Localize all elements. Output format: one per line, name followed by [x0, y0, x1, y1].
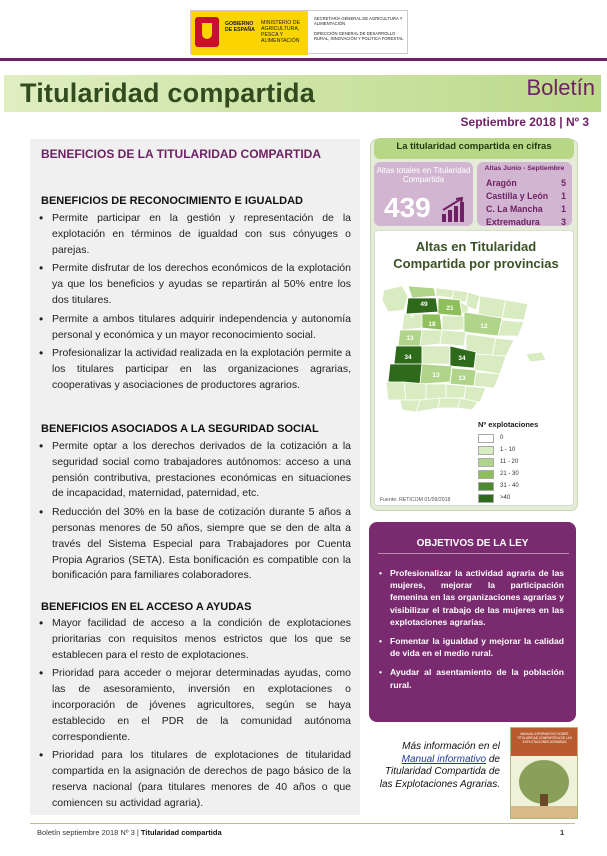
junio-row [486, 204, 566, 214]
section-heading-seguridad-social: BENEFICIOS ASOCIADOS A LA SEGURIDAD SOCIAL [41, 423, 319, 435]
junio-region: Castilla y León [486, 191, 549, 201]
province-asturias [408, 286, 436, 298]
junio-region: C. La Mancha [486, 204, 543, 214]
legend-row [478, 446, 558, 456]
secretaria-text [314, 16, 406, 41]
more-info [372, 741, 500, 791]
page-title: Titularidad compartida [20, 78, 315, 108]
province-valencia [474, 354, 506, 374]
province-huelva [386, 382, 406, 400]
province-jaen [446, 384, 466, 398]
legend-swatch [478, 434, 494, 443]
map-label: 13 [432, 372, 440, 379]
province-soria [442, 316, 464, 330]
list-item: • Profesionalizar la actividad agraria de las mujeres, mejorar la participación femenina en las organizaciones agrarias y visibilizar el trabajo de las mujeres en las explotaciones agrarias. [378, 567, 564, 628]
ministerio-text: MINISTERIO DE AGRICULTURA, PESCA Y ALIMENTACIÓN [261, 20, 300, 44]
province-castellon [492, 338, 514, 356]
map-title [382, 238, 570, 272]
issue-date: Septiembre 2018 | Nº 3 [460, 115, 589, 129]
legend-swatch [478, 470, 494, 479]
more-info-prefix: Más información en el [402, 741, 500, 752]
page-number: 1 [560, 828, 565, 837]
junio-count: 1 [561, 191, 566, 201]
legend-row [478, 494, 558, 504]
footer-rule [30, 823, 575, 824]
legend-label: 1 - 10 [500, 447, 516, 453]
objetivos-list [378, 567, 564, 698]
boletin-label: Boletín [526, 75, 595, 100]
map-label: 34 [458, 355, 466, 362]
map-source: Fuente: RETICOM 01/09/2018 [380, 497, 451, 503]
junio-row [486, 217, 566, 227]
ground [511, 806, 577, 818]
list-item: • Prioridad para los titulares de explotaciones de titularidad compartida en la asignación de derechos de pago básico de la reserva nacional (para titulares menores de 40 años o que comiencen su actividad agraria). [37, 748, 351, 811]
legend-row [478, 482, 558, 492]
footer-text [37, 828, 222, 837]
list-item: • Permite disfrutar de los derechos económicos de la explotación ya que los beneficios y ayudas se repartirán al 50% entre los dos titulares. [37, 261, 351, 308]
province-tarragona [498, 320, 524, 336]
bar-trend-icon [441, 197, 467, 223]
list-item: • Prioridad para acceder o mejorar determinadas ayudas, como las de asesoramiento, inversión en explotaciones o incorporación de jóvenes agricultores, según se haya establecido en el PDR de la comunidad autónoma correspondiente. [37, 666, 351, 745]
province-baleares [526, 352, 546, 362]
junio-count: 3 [561, 217, 566, 227]
header-rule [0, 58, 607, 61]
legend-row [478, 434, 558, 444]
section-list-igualdad [37, 211, 351, 397]
junio-count: 1 [561, 204, 566, 214]
gobierno-text: GOBIERNO DE ESPAÑA [225, 21, 255, 33]
cifras-title: La titularidad compartida en cifras [396, 141, 552, 152]
junio-region: Extremadura [486, 217, 540, 227]
manual-cover-text: MANUAL INFORMATIVO SOBRE TITULARIDAD COMPARTIDA DE LAS EXPLOTACIONES AGRARIAS [517, 732, 572, 744]
province-galicia [382, 286, 408, 312]
province-toledo [422, 346, 450, 364]
manual-cover-image[interactable] [510, 727, 578, 819]
province-malaga [416, 398, 440, 412]
junio-region: Aragón [486, 178, 517, 188]
list-item: • Profesionalizar la actividad realizada en la explotación permite a los titulares participar en las organizaciones agrarias, cooperativas y asociaciones de productores agrarios. [37, 346, 351, 393]
map-label: 12 [480, 323, 488, 330]
spain-crest-icon [195, 17, 219, 47]
province-alicante [474, 372, 500, 388]
map-label: 13 [406, 335, 414, 342]
legend-row [478, 470, 558, 480]
list-item: • Reducción del 30% en la base de cotización durante 5 años a personas menores de 50 años, siempre que se den de alta a través del Sistema Especial para Trabajadores por Cuenta Propia Agrarios (SETA). Esta bonificación es compatible con la bonificación para familiares colaboradores. [37, 505, 351, 584]
legend-row [478, 458, 558, 468]
manual-link[interactable]: Manual informativo [401, 753, 487, 765]
list-item: • Permite optar a los derechos derivados de la cotización a la seguridad social como trabajadores autónomos: acceso a una pensión contributiva, prestaciones económicas en situaciones de incapacidad, maternidad, paternidad, etc. [37, 439, 351, 502]
altas-total-label: Altas totales en Titularidad Compartida [376, 166, 471, 184]
province-guadalajara [440, 330, 466, 346]
legend-swatch [478, 446, 494, 455]
junio-row [486, 191, 566, 201]
list-item: • Permite participar en la gestión y representación de la explotación en términos de igualdad con sus cónyuges o parejas. [37, 211, 351, 258]
province-sevilla [404, 382, 426, 400]
province-avila [420, 330, 442, 346]
gobierno-logo [191, 11, 308, 55]
map-label: 49 [420, 301, 428, 308]
section-heading-igualdad: BENEFICIOS DE RECONOCIMIENTO E IGUALDAD [41, 195, 303, 207]
legend-swatch [478, 458, 494, 467]
legend-label: 11 - 20 [500, 459, 519, 465]
legend-label: 0 [500, 435, 504, 441]
province-lleida [502, 300, 528, 320]
map-label: 34 [404, 354, 412, 361]
province-cantabria [436, 288, 454, 298]
map-label: 18 [428, 321, 436, 328]
header-logos [190, 10, 408, 54]
junio-count: 5 [561, 178, 566, 188]
map-label: 5 [410, 313, 414, 320]
spain-province-map [376, 276, 574, 414]
legend-swatch [478, 482, 494, 491]
list-item: • Permite a ambos titulares adquirir independencia y autonomía personal y económica y un mayor reconocimiento social. [37, 312, 351, 344]
section-heading-ayudas: BENEFICIOS EN EL ACCESO A AYUDAS [41, 601, 252, 613]
footer-left: Boletín septiembre 2018 Nº 3 | [37, 828, 141, 837]
section-list-ayudas [37, 616, 351, 815]
province-girona [524, 304, 548, 320]
map-label: 13 [458, 375, 466, 382]
secretaria-label: SECRETARÍA GENERAL DE AGRICULTURA Y ALIMENTACIÓN [314, 16, 403, 26]
legend-label: 21 - 30 [500, 471, 519, 477]
map-label: 21 [446, 305, 454, 312]
map-title-line2: Compartida por provincias [393, 256, 559, 271]
list-item: • Fomentar la igualdad y mejorar la calidad de vida en el medio rural. [378, 635, 564, 659]
legend-swatch [478, 494, 494, 503]
objetivos-title: OBJETIVOS DE LA LEY [416, 538, 529, 549]
benefits-title: BENEFICIOS DE LA TITULARIDAD COMPARTIDA [41, 147, 321, 161]
more-info-suffix: de Titularidad Compartida de las Explotaciones Agrarias. [379, 753, 500, 790]
map-title-line1: Altas en Titularidad [415, 239, 537, 254]
legend-title: Nº explotaciones [478, 420, 539, 429]
altas-junio-title: Altas Junio - Septiembre [484, 165, 565, 172]
junio-row [486, 178, 566, 188]
legend-label: >40 [500, 495, 511, 501]
province-granada [438, 398, 460, 408]
list-item: • Ayudar al asentamiento de la población rural. [378, 666, 564, 690]
direccion-label: DIRECCIÓN GENERAL DE DESARROLLO RURAL, INNOVACIÓN Y POLÍTICA FORESTAL [314, 31, 404, 41]
list-item: • Mayor facilidad de acceso a la condición de explotaciones prioritarias con requisitos menos estrictos que los que se establecen para el resto de explotaciones. [37, 616, 351, 663]
province-badajoz [388, 364, 422, 384]
section-list-seguridad-social [37, 439, 351, 587]
legend-label: 31 - 40 [500, 483, 519, 489]
altas-total-value: 439 [384, 192, 431, 223]
footer-left-bold: Titularidad compartida [140, 828, 222, 837]
